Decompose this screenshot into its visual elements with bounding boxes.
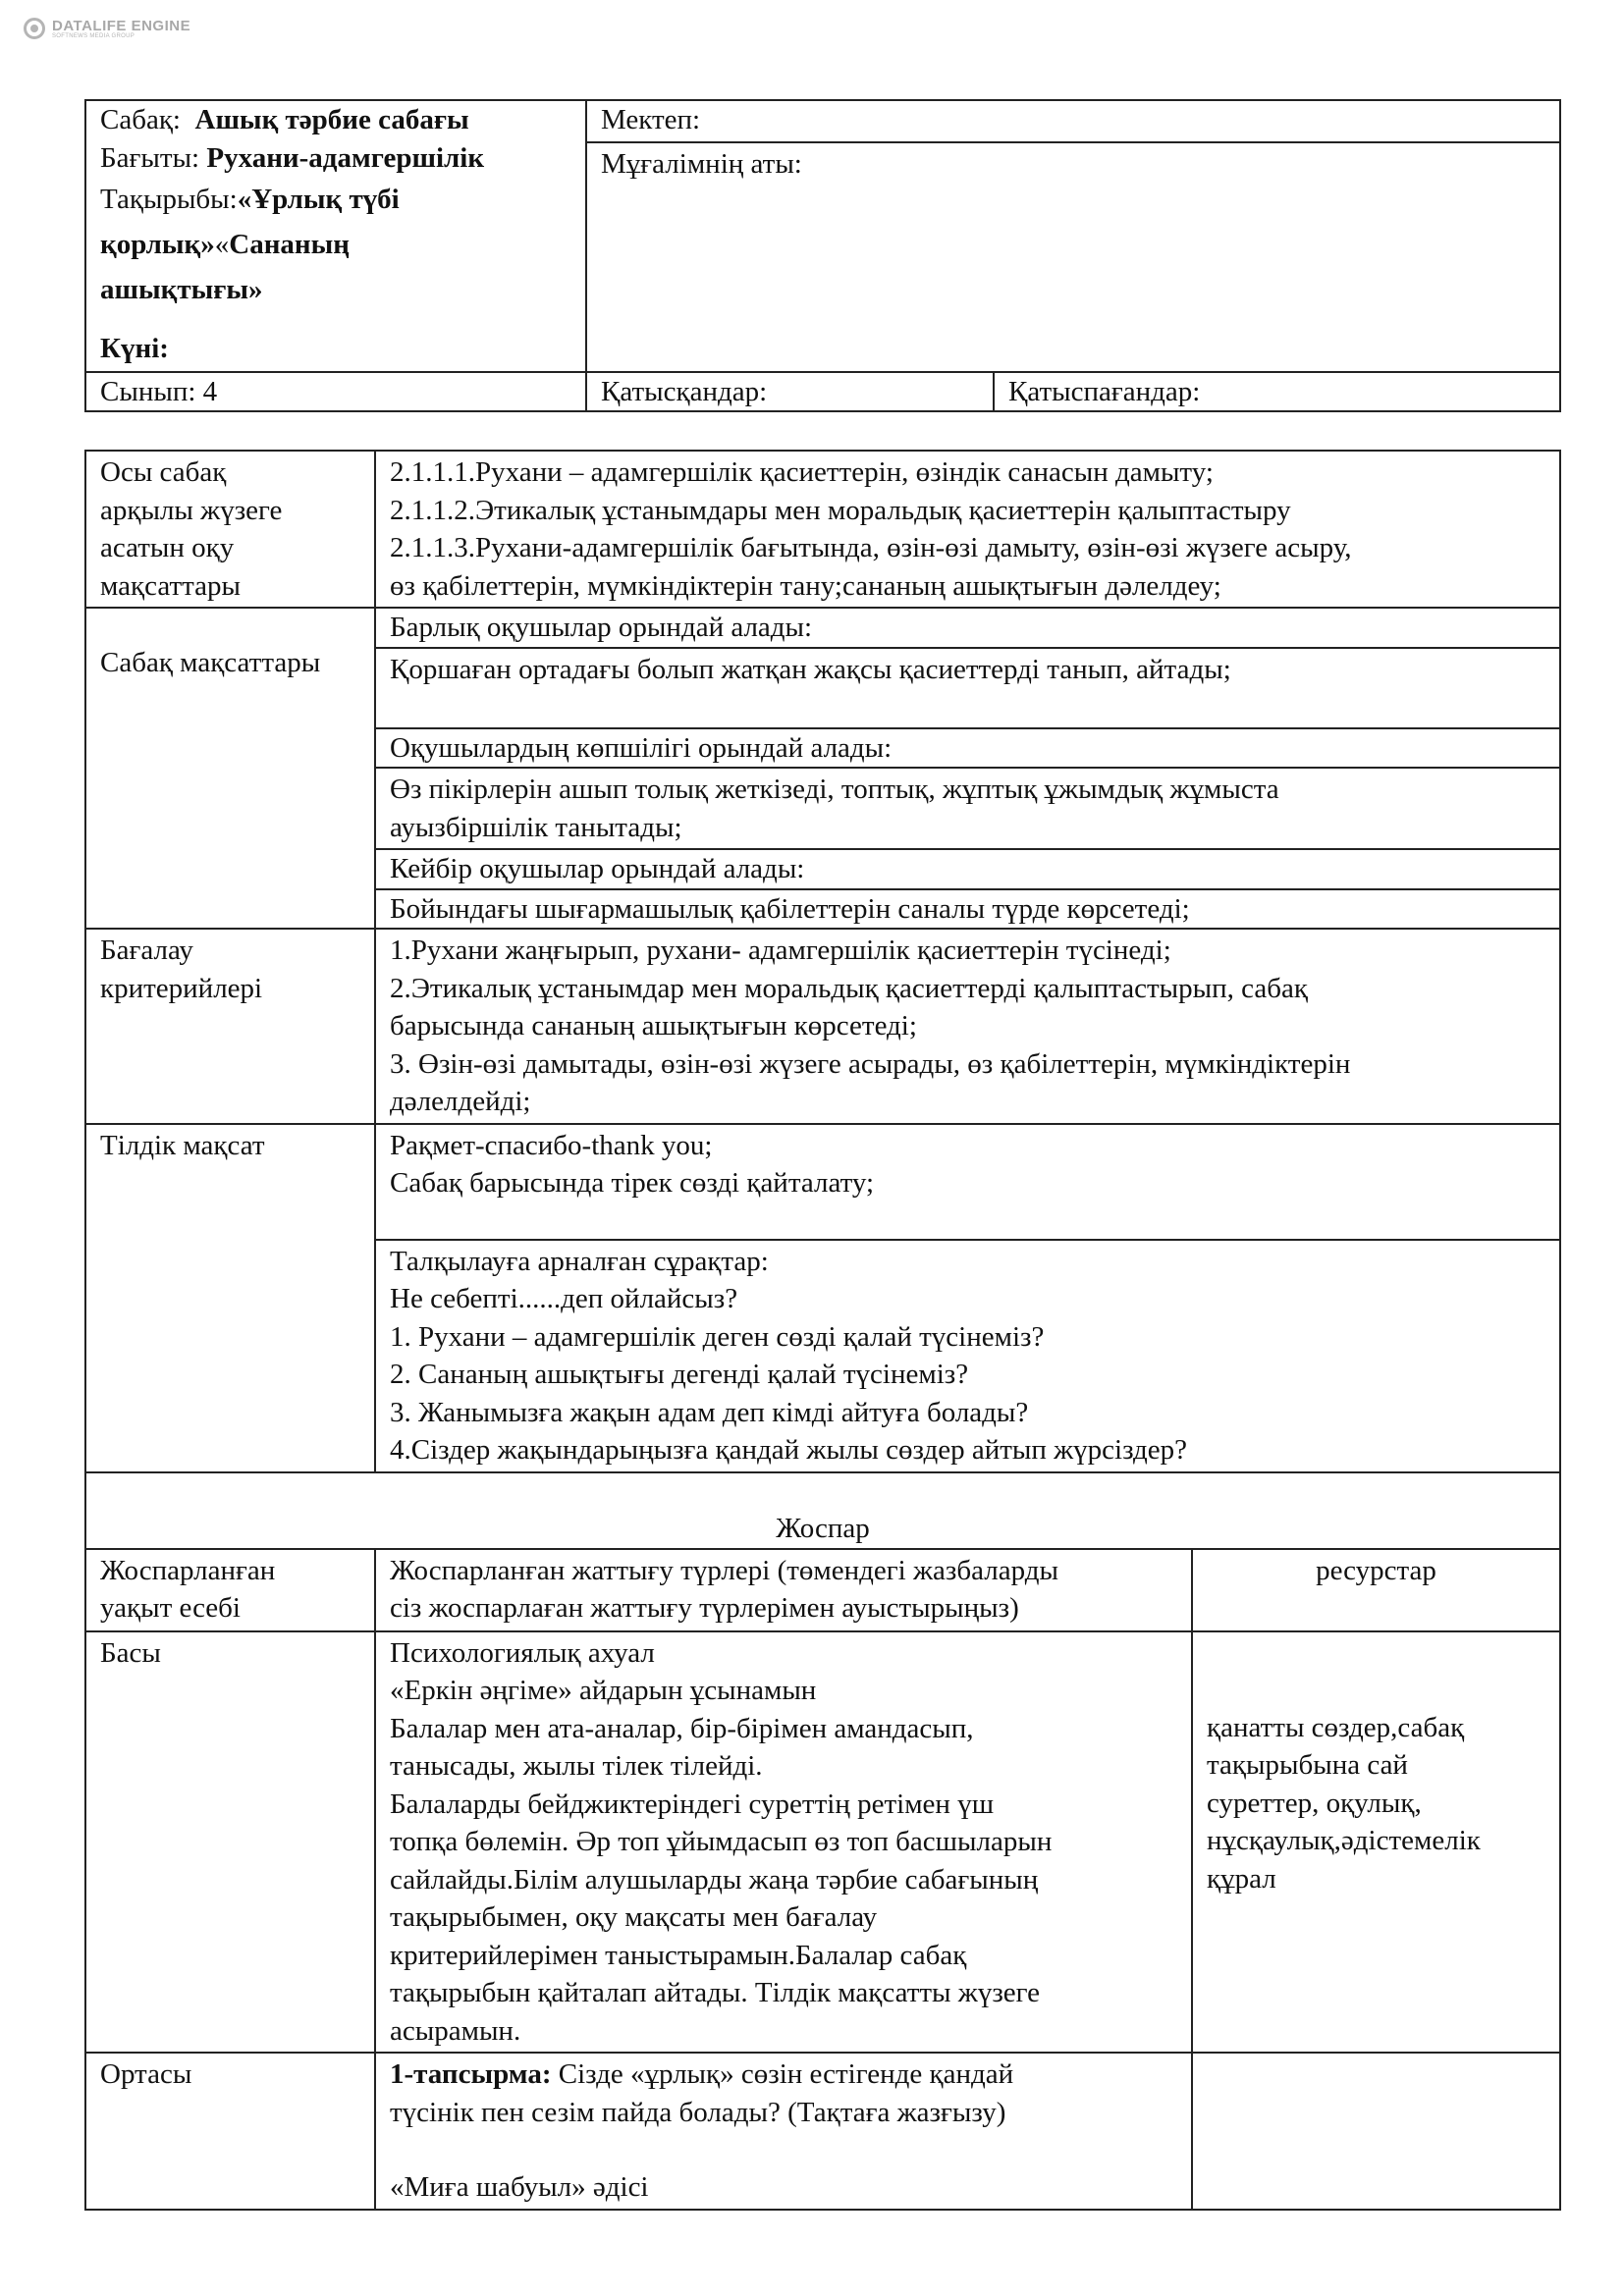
criteria-label-cell: [85, 929, 375, 1124]
goals-most-label: Оқушылардың көпшілігі орындай алады:: [390, 731, 893, 764]
objectives-label-1: Осы сабақ: [100, 456, 227, 488]
school-label: Мектеп:: [601, 104, 701, 135]
direction-label: Бағыты:: [100, 141, 200, 174]
method-line: «Миға шабуыл» әдісі: [390, 2171, 649, 2203]
plan-start-line: Балаларды бейджиктеріндегі суреттің ретімен үш: [390, 1788, 995, 1820]
topic-value-2: қорлық»: [100, 229, 215, 260]
objectives-label-4: мақсаттары: [100, 569, 242, 602]
criteria-line: дәлелдейді;: [390, 1086, 531, 1117]
lesson-value: Ашық тәрбие сабағы: [194, 104, 469, 135]
plan-middle-label-cell: [85, 2053, 375, 2210]
goals-label: Сабақ мақсаттары: [100, 647, 321, 678]
teacher-cell: [586, 142, 1560, 372]
plan-title: Жоспар: [776, 1513, 870, 1544]
discussion-questions-cell: [375, 1240, 1560, 1472]
plan-middle-label: Ортасы: [100, 2058, 192, 2090]
goals-some-text-cell: [375, 889, 1560, 930]
teacher-label: Мұғалімнің аты:: [601, 147, 802, 180]
plan-middle-content-cell: [375, 2053, 1192, 2210]
criteria-label-1: Бағалау: [100, 934, 193, 966]
plan-start-line: Балалар мен ата-аналар, бір-бірімен амандасып,: [390, 1712, 974, 1744]
objectives-label-cell: [85, 451, 375, 608]
plan-start-content-cell: [375, 1631, 1192, 2054]
language-goal-label-cell: [85, 1124, 375, 1472]
language-goal-content-cell: [375, 1124, 1560, 1240]
plan-middle-resources-cell: [1192, 2053, 1560, 2210]
goals-all-label: Барлық оқушылар орындай алады:: [390, 612, 813, 643]
plan-start-line: сайлайды.Білім алушыларды жаңа тәрбие сабағының: [390, 1863, 1039, 1896]
plan-col3-header: [1192, 1549, 1560, 1631]
task-1-label: 1-тапсырма:: [390, 2058, 552, 2090]
lesson-label: Сабақ:: [100, 104, 181, 135]
header-table: [84, 99, 1561, 412]
plan-start-line: тақырыбын қайталап айтады. Тілдік мақсатты жүзеге: [390, 1977, 1041, 2008]
goals-some-text: Бойындағы шығармашылық қабілеттерін саналы түрде көрсетеді;: [390, 892, 1190, 925]
goals-all-text: Қоршаған ортадағы болып жатқан жақсы қасиеттерді танып, айтады;: [390, 653, 1231, 685]
goals-label-cell: [85, 608, 375, 929]
objectives-label-3: асатын оқу: [100, 532, 235, 563]
present-cell: [586, 372, 994, 412]
goals-most-text-cell: [375, 768, 1560, 849]
plan-start-line: «Еркін әңгіме» айдарын ұсынамын: [390, 1675, 817, 1706]
criteria-label-2: критерийлері: [100, 972, 263, 1004]
class-cell: [85, 372, 586, 412]
plan-col2-line1: Жоспарланған жаттығу түрлері (төмендегі жазбаларды: [390, 1554, 1058, 1586]
criteria-line: 1.Рухани жаңғырып, рухани- адамгершілік қасиеттерін түсінеді;: [390, 934, 1171, 966]
criteria-line: 2.Этикалық ұстанымдар мен моральдық қасиеттерді қалыптастырып, сабақ: [390, 972, 1308, 1004]
topic-label: Тақырыбы:: [100, 184, 238, 215]
direction-value: Рухани-адамгершілік: [206, 141, 485, 174]
objectives-label-2: арқылы жүзеге: [100, 494, 283, 526]
resource-line: қанатты сөздер,сабақ: [1207, 1711, 1465, 1743]
watermark-subtitle: SOFTNEWS MEDIA GROUP: [52, 32, 135, 39]
criteria-line: 3. Өзін-өзі дамытады, өзін-өзі жүзеге асырады, өз қабілеттерін, мүмкіндіктерін: [390, 1047, 1351, 1080]
plan-col1-header: [85, 1549, 375, 1631]
absent-cell: [994, 372, 1560, 412]
watermark-title: DATALIFE ENGINE: [52, 17, 191, 34]
discussion-line: Талқылауға арналған сұрақтар:: [390, 1245, 769, 1277]
plan-start-resources-cell: [1192, 1631, 1560, 2054]
plan-start-label: Басы: [100, 1636, 161, 1669]
absent-label: Қатыспағандар:: [1008, 375, 1201, 407]
plan-title-cell: [85, 1472, 1560, 1549]
plan-col2-header: [375, 1549, 1192, 1631]
plan-col2-line2: сіз жоспарлаған жаттығу түрлерімен ауыстырыңыз): [390, 1592, 1019, 1624]
goals-all-label-cell: [375, 608, 1560, 648]
topic-value-3: «: [214, 229, 230, 260]
goals-some-label: Кейбір оқушылар орындай алады:: [390, 853, 805, 884]
goals-most-text-1: Өз пікірлерін ашып толық жеткізеді, топтық, жұптық ұжымдық жұмыста: [390, 774, 1279, 805]
language-goal-line: Сабақ барысында тірек сөзді қайталату;: [390, 1167, 875, 1199]
plan-start-line: Психологиялық ахуал: [390, 1636, 655, 1669]
task-1-line2: түсінік пен сезім пайда болады? (Тақтаға жазғызу): [390, 2096, 1006, 2128]
datalife-logo-icon: [24, 18, 45, 39]
goals-most-label-cell: [375, 728, 1560, 769]
lesson-info-cell: [85, 100, 586, 372]
plan-col3-label: ресурстар: [1316, 1554, 1436, 1586]
discussion-line: 1. Рухани – адамгершілік деген сөзді қалай түсінеміз?: [390, 1320, 1045, 1353]
resource-line: тақырыбына сай: [1207, 1749, 1408, 1781]
objective-item: 2.1.1.2.Этикалық ұстанымдары мен моральдық қасиеттерін қалыптастыру: [390, 494, 1291, 526]
discussion-line: 3. Жанымызға жақын адам деп кімді айтуға болады?: [390, 1396, 1029, 1428]
plan-start-line: критерийлерімен таныстырамын.Балалар сабақ: [390, 1939, 967, 1971]
language-goal-line: Рақмет-спасибо-thank you;: [390, 1129, 713, 1161]
objectives-content-cell: [375, 451, 1560, 608]
resource-line: нұсқаулық,әдістемелік: [1207, 1825, 1481, 1856]
task-1-text: Сізде «ұрлық» сөзін естігенде қандай: [551, 2058, 1014, 2090]
date-label: Күні:: [100, 333, 169, 364]
objective-item: 2.1.1.3.Рухани-адамгершілік бағытында, өзін-өзі дамыту, өзін-өзі жүзеге асыру,: [390, 532, 1352, 563]
criteria-content-cell: [375, 929, 1560, 1124]
plan-start-label-cell: [85, 1631, 375, 2054]
criteria-line: барысында сананың ашықтығын көрсетеді;: [390, 1010, 917, 1041]
school-cell: [586, 100, 1560, 142]
goals-some-label-cell: [375, 849, 1560, 889]
resource-line: құрал: [1207, 1862, 1276, 1895]
topic-value-1: «Ұрлық түбі: [237, 184, 400, 215]
present-label: Қатысқандар:: [601, 375, 768, 407]
plan-start-line: топқа бөлемін. Әр топ ұйымдасып өз топ басшыларын: [390, 1826, 1053, 1857]
discussion-line: 4.Сіздер жақындарыңызға қандай жылы сөздер айтып жүрсіздер?: [390, 1434, 1188, 1466]
objective-item: 2.1.1.1.Рухани – адамгершілік қасиеттерін, өзіндік санасын дамыту;: [390, 456, 1214, 488]
discussion-line: Не себепті......деп ойлайсыз?: [390, 1283, 738, 1314]
plan-start-line: танысады, жылы тілек тілейді.: [390, 1750, 763, 1782]
plan-col1-line1: Жоспарланған: [100, 1554, 276, 1586]
plan-col1-line2: уақыт есебі: [100, 1592, 241, 1624]
topic-value-4: Сананың: [229, 229, 350, 260]
topic-value-5: ашықтығы»: [100, 274, 263, 305]
discussion-line: 2. Сананың ашықтығы дегенді қалай түсінеміз?: [390, 1359, 969, 1390]
plan-start-line: тақырыбымен, оқу мақсаты мен бағалау: [390, 1901, 878, 1933]
resource-line: суреттер, оқулық,: [1207, 1787, 1422, 1819]
objective-item: өз қабілеттерін, мүмкіндіктерін тану;сананың ашықтығын дәлелдеу;: [390, 569, 1221, 602]
language-goal-label: Тілдік мақсат: [100, 1129, 265, 1161]
blank-line: [390, 2131, 1177, 2168]
class-label: Сынып: 4: [100, 375, 218, 407]
goals-most-text-2: ауызбіршілік танытады;: [390, 811, 682, 843]
lesson-plan-table: [84, 450, 1561, 2211]
plan-start-line: асырамын.: [390, 2014, 521, 2047]
watermark: [24, 18, 190, 39]
goals-all-text-cell: [375, 648, 1560, 728]
